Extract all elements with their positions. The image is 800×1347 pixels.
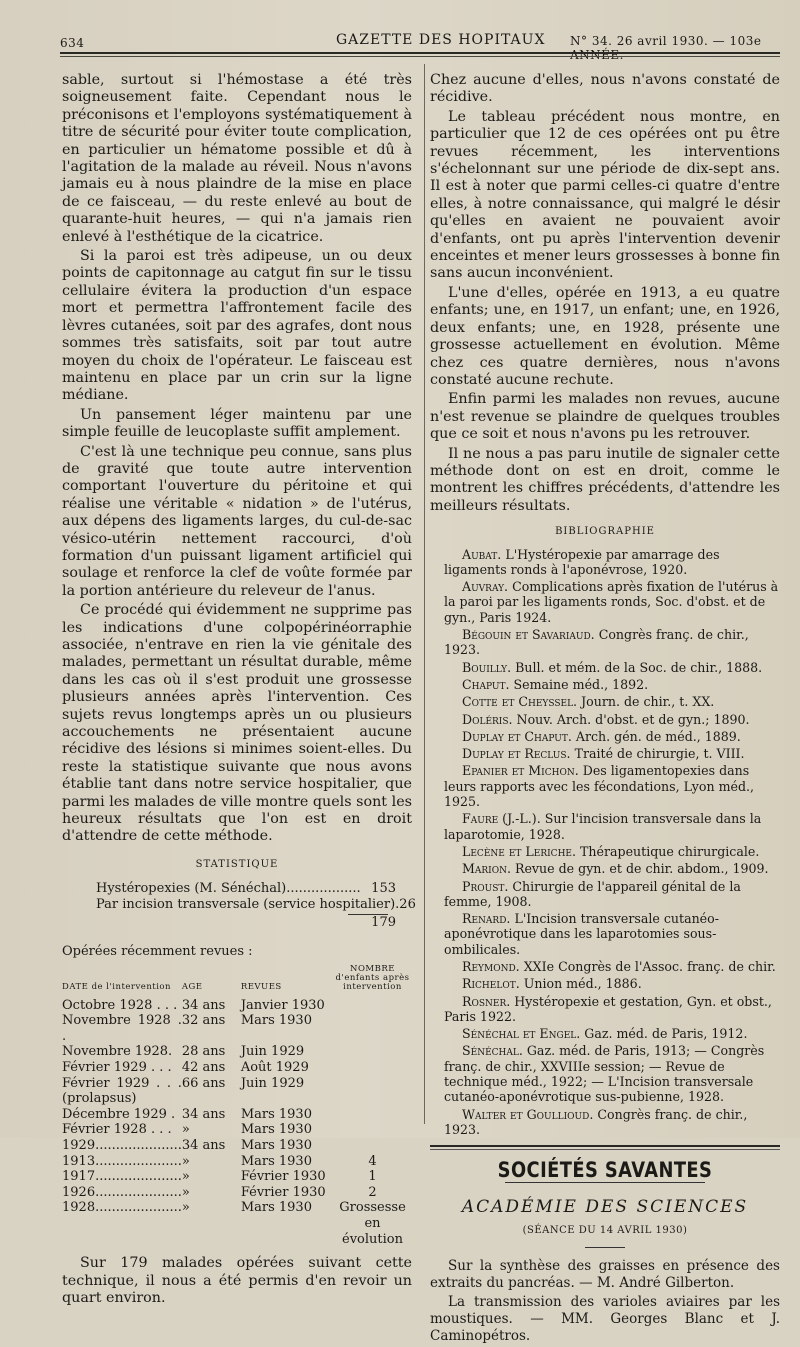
date-cell: 1929.....................: [62, 1138, 182, 1154]
age-cell: 34 ans: [181, 1106, 226, 1122]
date-cell: 1928.....................: [62, 1200, 182, 1216]
enfants-cell: [333, 1107, 412, 1123]
table-row: [62, 1200, 412, 1247]
bibliography-author: Richelot.: [462, 976, 520, 992]
bibliography-reference: Semaine méd., 1892.: [513, 676, 649, 692]
bibliography-entry: [430, 1026, 780, 1041]
bibliography-entry: [430, 811, 780, 842]
bibliography-author: Chaput.: [462, 676, 510, 692]
enfants-cell: 2: [368, 1184, 377, 1200]
age-cell: 42 ans: [181, 1060, 226, 1076]
bibliography-author: Reymond.: [462, 958, 520, 974]
table-row: [62, 1154, 412, 1170]
bibliography-reference: Nouv. Arch. d'obst. et de gyn.; 1890.: [516, 711, 750, 727]
bibliography-reference: Congrès franç. de chir., 1923.: [444, 627, 749, 658]
column-header-date: DATE de l'intervention: [62, 981, 172, 992]
revue-cell: Juin 1929: [240, 1075, 305, 1091]
page-header: [60, 28, 780, 62]
bibliography-reference: Des ligamentopexies dans leurs rapports avec les fécondations, Lyon méd., 1925.: [444, 763, 755, 810]
enfants-cell: [333, 1060, 412, 1076]
date-cell: 1926.....................: [62, 1184, 182, 1200]
right-column: [430, 72, 780, 1347]
page-number: 634: [60, 36, 85, 50]
paragraph: C'est là une technique peu connue, sans plus de gravité que toute autre intervention comportant l'ouverture du péritoine et qui réalise une véritable « nidation » de l'utérus, aux dépens des ligaments larges, du cul-de-sac vésico-utérin nettement raccourci, d'où formation d'un puissant ligament artificiel qui soulage et renforce la clef de voûte formée par la portion antérieure du releveur de l'anus.: [62, 443, 412, 599]
table-row: [62, 1013, 412, 1044]
bibliography-entry: [430, 959, 780, 974]
bibliography-entry: [430, 1043, 780, 1104]
table-row: [62, 998, 412, 1014]
age-cell: »: [181, 1184, 190, 1200]
revue-cell: Février 1930: [240, 1184, 326, 1200]
statistics-label: Par incision transversale (service hospitalier).: [96, 897, 400, 913]
bibliography-reference: Congrès franç. de chir., 1923.: [444, 1106, 748, 1137]
bibliography-entry: [430, 547, 780, 578]
bibliography-author: Walter et Goullioud.: [462, 1106, 594, 1122]
enfants-cell: Grossesse en évolution: [339, 1200, 406, 1247]
revues-table: [62, 965, 412, 1248]
date-cell: Décembre 1929 .: [62, 1106, 176, 1122]
bibliography-author: Sénéchal.: [462, 1043, 523, 1059]
column-header-enfants: NOMBRE d'enfants après intervention: [335, 963, 410, 992]
bibliography-reference: Union méd., 1886.: [523, 976, 642, 992]
section-title: SOCIÉTÉS SAVANTES: [497, 1158, 713, 1183]
date-cell: Novembre 1928 . .: [62, 1013, 182, 1044]
age-cell: 34 ans: [181, 997, 226, 1013]
bibliography-entry: [430, 861, 780, 876]
table-header-row: [62, 965, 412, 998]
age-cell: »: [181, 1153, 190, 1169]
academy-title: ACADÉMIE DES SCIENCES: [461, 1196, 749, 1217]
bibliography-entry: [430, 729, 780, 744]
paragraph: Enfin parmi les malades non revues, aucune n'est revenue se plaindre de quelques troubles que ce soit et nous n'avons pu les retrouver.: [430, 391, 780, 443]
revues-title: Opérées récemment revues :: [62, 944, 253, 960]
table-row: [62, 1185, 412, 1201]
header-rule-thin: [60, 56, 780, 57]
enfants-cell: [333, 1013, 412, 1044]
table-row: [62, 1044, 412, 1060]
column-divider: [424, 64, 425, 1124]
bibliography-reference: Bull. et mém. de la Soc. de chir., 1888.: [515, 659, 763, 675]
academy-item: La transmission des varioles aviaires par les moustiques. — MM. Georges Blanc et J. Caminopétros.: [430, 1294, 780, 1345]
bibliography-entry: [430, 879, 780, 910]
bibliography-reference: XXIe Congrès de l'Assoc. franç. de chir.: [523, 958, 776, 974]
bibliography-entry: [430, 677, 780, 692]
bibliography-entry: [430, 1107, 780, 1138]
bibliography-author: Aubat.: [462, 546, 502, 562]
enfants-cell: [333, 1076, 412, 1107]
bibliography-entry: [430, 660, 780, 675]
bibliography-author: Renard.: [462, 911, 511, 927]
paragraph: sable, surtout si l'hémostase a été très soigneusement faite. Cependant nous le préconisons et l'employons systématiquement à titre de sécurité pour éviter toute complication, en particulier un hématome possible et dû à l'agitation de la malade au réveil. Nous n'avons jamais eu à nous plaindre de la mise en place de ce faisceau, — du reste enlevé au bout de quarante-huit heures, — qui n'a jamais rien enlevé à l'esthétique de la cicatrice.: [62, 72, 412, 245]
bibliography-reference: Traité de chirurgie, t. VIII.: [574, 746, 745, 762]
bibliography-entry: [430, 579, 780, 625]
bibliography-reference: Complications après fixation de l'utérus à la paroi par les ligaments ronds, Soc. d'obst. et de gyn., Paris 1924.: [444, 579, 779, 625]
closing-paragraph: Sur 179 malades opérées suivant cette technique, il nous a été permis d'en revoir un quart environ.: [62, 1255, 412, 1306]
bibliography-entry: [430, 911, 780, 957]
table-row: [62, 1138, 412, 1154]
date-cell: 1917.....................: [62, 1169, 182, 1185]
bibliography-reference: Journ. de chir., t. XX.: [581, 694, 715, 710]
revue-cell: Mars 1930: [240, 1200, 312, 1216]
date-cell: Février 1929 . . . (prolapsus): [62, 1075, 182, 1107]
statistics-value: 26: [399, 897, 416, 913]
age-cell: »: [181, 1200, 190, 1216]
bibliography-author: Faure (J.-L.).: [462, 811, 541, 827]
bibliography-entry: [430, 763, 780, 809]
revue-cell: Mars 1930: [240, 1106, 312, 1122]
header-rule: [60, 52, 780, 54]
revue-cell: Mars 1930: [240, 1138, 312, 1154]
paragraph: Si la paroi est très adipeuse, un ou deux points de capitonnage au catgut fin sur le tissu cellulaire évitera la production d'un espace mort et permettra l'affrontement facile des lèvres cutanées, soit par des agrafes, dont nous sommes très satisfaits, soit par tout autre moyen du choix de l'opérateur. Le faisceau est maintenu en place par un crin sur la ligne médiane.: [62, 248, 412, 404]
bibliography-entry: [430, 976, 780, 991]
revue-cell: Mars 1930: [240, 1122, 312, 1138]
bibliography-author: Auvray.: [462, 579, 509, 595]
bibliography-entry: [430, 627, 780, 658]
column-header-revues: REVUES: [240, 981, 282, 992]
date-cell: 1913.....................: [62, 1153, 182, 1169]
revue-cell: Février 1930: [240, 1169, 326, 1185]
statistics-title: STATISTIQUE: [195, 858, 279, 870]
age-cell: »: [181, 1122, 190, 1138]
revues-table-body: [62, 998, 412, 1248]
bibliography-reference: Thérapeutique chirurgicale.: [580, 843, 760, 859]
revue-cell: Mars 1930: [240, 1013, 312, 1029]
issue-info: N° 34. 26 avril 1930. — 103e ANNÉE.: [570, 34, 762, 62]
statistics-total: 179: [371, 915, 396, 931]
paragraph: Un pansement léger maintenu par une simple feuille de leucoplaste suffit amplement.: [62, 406, 412, 441]
bibliography-list: [430, 547, 780, 1138]
bibliography-author: Epanier et Michon.: [462, 763, 579, 779]
bibliography-reference: Chirurgie de l'appareil génital de la femme, 1908.: [444, 878, 741, 909]
table-row: [62, 1076, 412, 1107]
revue-cell: Janvier 1930: [240, 997, 325, 1013]
bibliography-author: Cotte et Cheyssel.: [462, 694, 578, 710]
academy-item: Sur la synthèse des graisses en présence des extraits du pancréas. — M. André Gilberton.: [430, 1258, 780, 1292]
section-rule: [430, 1145, 780, 1147]
table-row: [62, 1107, 412, 1123]
enfants-cell: [333, 1138, 412, 1154]
paragraph: Ce procédé qui évidemment ne supprime pas les indications d'une colpopérinéorraphie associée, n'entrave en rien la vie génitale des malades, permettant un résultat durable, même dans les cas où il s'est produit une grossesse plusieurs années après l'intervention. Ces sujets revus longtemps après un ou plusieurs accouchements ne présentaient aucune récidive des lésions si minimes soient-elles. Du reste la statistique suivante que nous avons établie tant dans notre service hospitalier, que parmi les malades de ville montre quels sont les heureux résultats que l'on est en droit d'attendre de cette méthode.: [62, 602, 412, 845]
paragraph: Le tableau précédent nous montre, en particulier que 12 de ces opérées ont pu être revues récemment, les interventions s'échelonnant sur une période de dix-sept ans. Il est à noter que parmi celles-ci quatre d'entre elles, à notre connaissance, qui malgré le désir qu'elles en avaient ne pouvaient avoir d'enfants, ont pu après l'intervention devenir enceintes et mener leurs grossesses à bonne fin sans aucun inconvénient.: [430, 108, 780, 282]
bibliography-reference: Arch. gén. de méd., 1889.: [575, 728, 741, 744]
column-header-age: AGE: [181, 981, 203, 992]
age-cell: 32 ans: [181, 1013, 226, 1029]
date-cell: Février 1929 . . .: [62, 1060, 172, 1076]
section-rule-thin: [430, 1149, 780, 1150]
bibliography-author: Bégouin et Savariaud.: [462, 627, 595, 643]
bibliography-reference: Revue de gyn. et de chir. abdom., 1909.: [515, 861, 769, 877]
bibliography-reference: Hystéropexie et gestation, Gyn. et obst., Paris 1922.: [444, 993, 772, 1024]
date-cell: Février 1928 . . .: [62, 1122, 172, 1138]
bibliography-author: Lecène et Leriche.: [462, 843, 576, 859]
paragraph: Chez aucune d'elles, nous n'avons constaté de récidive.: [430, 72, 780, 106]
paragraph: Il ne nous a pas paru inutile de signaler cette méthode dont on est en droit, comme le montrent les chiffres précédents, d'attendre les meilleurs résultats.: [430, 445, 780, 514]
table-row: [62, 1060, 412, 1076]
date-cell: Novembre 1928.: [62, 1044, 173, 1060]
journal-title: GAZETTE DES HOPITAUX: [336, 32, 546, 48]
bibliography-author: Rosner.: [462, 993, 511, 1009]
bibliography-reference: L'Hystéropexie par amarrage des ligaments ronds à l'aponévrose, 1920.: [444, 546, 720, 577]
statistics-line: [96, 881, 396, 897]
bibliography-reference: L'Incision transversale cutanéo-aponévrotique dans les laparotomies sous-ombilicales.: [444, 911, 719, 957]
statistics-value: 153: [371, 881, 396, 897]
enfants-cell: [333, 998, 412, 1014]
bibliography-author: Proust.: [462, 878, 509, 894]
bibliography-author: Duplay et Reclus.: [462, 746, 571, 762]
bibliography-title: BIBLIOGRAPHIE: [555, 526, 655, 538]
statistics-label: Hystéropexies (M. Sénéchal)..................: [96, 881, 361, 897]
age-cell: »: [181, 1169, 190, 1185]
table-row: [62, 1122, 412, 1138]
revue-cell: Juin 1929: [240, 1044, 305, 1060]
bibliography-author: Duplay et Chaput.: [462, 728, 572, 744]
bibliography-author: Doléris.: [462, 711, 513, 727]
left-column: [62, 72, 416, 1309]
bibliography-reference: Gaz. méd. de Paris, 1912.: [584, 1026, 748, 1042]
bibliography-entry: [430, 694, 780, 709]
table-row: [62, 1169, 412, 1185]
age-cell: 66 ans: [181, 1075, 226, 1091]
age-cell: 28 ans: [181, 1044, 226, 1060]
statistics-total-line: [96, 915, 396, 931]
enfants-cell: [333, 1044, 412, 1060]
paragraph: L'une d'elles, opérée en 1913, a eu quatre enfants; une, en 1917, un enfant; une, en 1926, deux enfants; une, en 1928, présente une grossesse actuellement en évolution. Même chez ces quatre dernières, nous n'avons constaté aucune rechute.: [430, 284, 780, 388]
bibliography-author: Marion.: [462, 861, 511, 877]
bibliography-reference: Gaz. méd. de Paris, 1913; — Congrès franç. de chir., XXVIIIe session; — Revue de technique méd., 1922; — L'Incision transversale cutanéo-aponévrotique sus-pubienne, 1928.: [444, 1043, 765, 1105]
date-cell: Octobre 1928 . . .: [62, 997, 178, 1013]
enfants-cell: [333, 1122, 412, 1138]
seance-date: (SÉANCE DU 14 AVRIL 1930): [522, 1225, 688, 1237]
enfants-cell: 4: [368, 1153, 377, 1169]
bibliography-author: Sénéchal et Engel.: [462, 1026, 581, 1042]
revue-cell: Mars 1930: [240, 1153, 312, 1169]
statistics-line: [96, 897, 416, 913]
bibliography-entry: [430, 844, 780, 859]
revue-cell: Août 1929: [240, 1060, 309, 1076]
bibliography-reference: Sur l'incision transversale dans la laparotomie, 1928.: [444, 811, 762, 842]
bibliography-entry: [430, 746, 780, 761]
age-cell: 34 ans: [181, 1138, 226, 1154]
bibliography-author: Bouilly.: [462, 659, 512, 675]
small-rule: [585, 1247, 625, 1248]
bibliography-entry: [430, 712, 780, 727]
enfants-cell: 1: [368, 1169, 377, 1185]
bibliography-entry: [430, 994, 780, 1025]
